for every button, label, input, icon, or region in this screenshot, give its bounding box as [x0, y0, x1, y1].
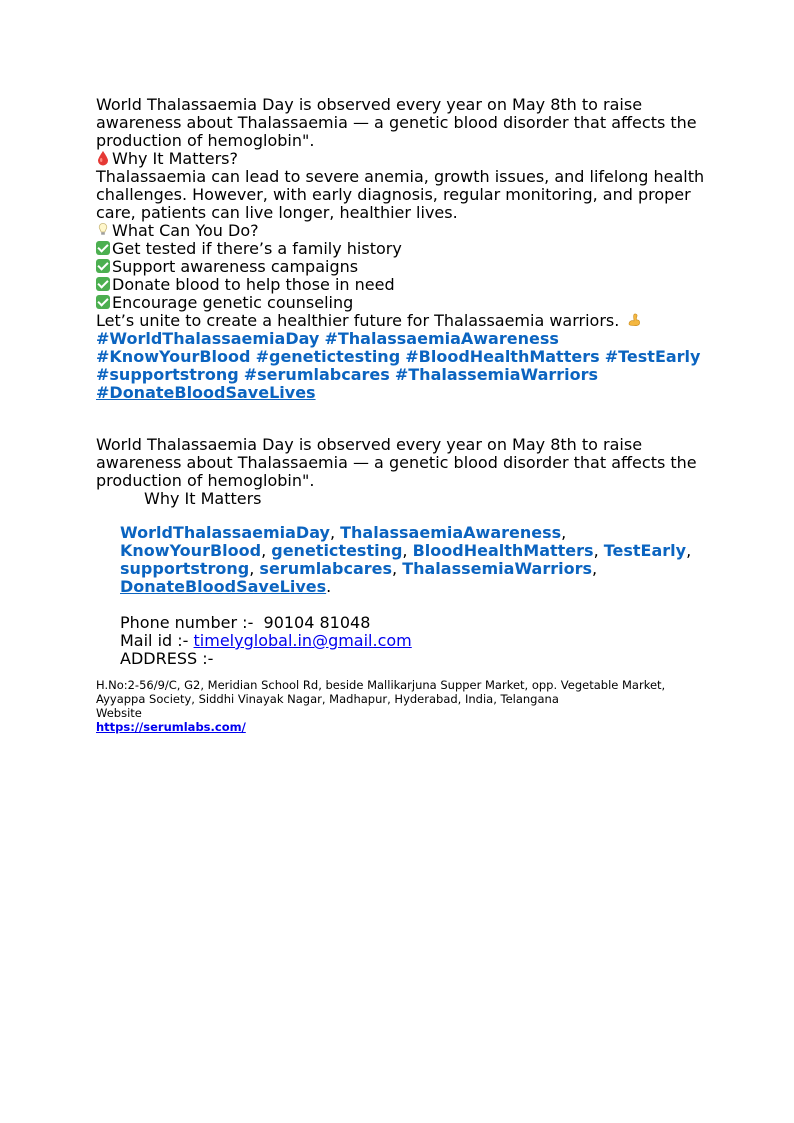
post2-intro: World Thalassaemia Day is observed every year on May 8th to raise awareness about Thalassaemia — a genetic blood disorder that affects the production of hemoglobin". — [96, 435, 697, 490]
flexed-biceps-icon — [626, 312, 642, 328]
hashtag-link[interactable]: #BloodHealthMatters — [405, 347, 600, 366]
website-label: Website — [96, 706, 142, 720]
spacer — [96, 668, 706, 678]
light-bulb-icon — [96, 222, 110, 238]
post2-why-heading: Why It Matters — [144, 489, 262, 508]
post1-closing-line — [96, 312, 706, 330]
spacer — [96, 508, 706, 524]
spacer — [96, 402, 706, 436]
tag-link[interactable]: genetictesting — [271, 541, 403, 560]
website-link[interactable]: https://serumlabs.com/ — [96, 720, 246, 734]
hashtag-link[interactable]: #ThalassemiaWarriors — [394, 365, 599, 384]
check-mark-icon — [96, 259, 110, 273]
action-item-text: Support awareness campaigns — [112, 257, 359, 276]
hashtag-link[interactable]: #ThalassaemiaAwareness — [324, 329, 559, 348]
tag-link[interactable]: BloodHealthMatters — [412, 541, 594, 560]
post1-what-heading-line — [96, 222, 706, 240]
tag-link[interactable]: serumlabcares — [259, 559, 393, 578]
website-line — [96, 720, 706, 734]
mail-line — [96, 632, 706, 650]
post1-closing: Let’s unite to create a healthier future for Thalassaemia warriors. — [96, 311, 620, 330]
action-item — [96, 294, 706, 312]
tag-link[interactable]: ThalassaemiaAwareness — [340, 523, 562, 542]
tag-link[interactable]: supportstrong — [120, 559, 250, 578]
phone-line — [96, 614, 706, 632]
action-item — [96, 276, 706, 294]
tag-link[interactable]: ThalassemiaWarriors — [402, 559, 592, 578]
action-item — [96, 240, 706, 258]
tag-link[interactable]: WorldThalassaemiaDay — [120, 523, 330, 542]
post1-why-heading: Why It Matters? — [112, 149, 238, 168]
document-page — [96, 96, 706, 734]
hashtag-link[interactable]: #supportstrong — [96, 365, 239, 384]
action-item-text: Donate blood to help those in need — [112, 275, 395, 294]
hashtag-link[interactable]: #genetictesting — [255, 347, 401, 366]
check-mark-icon — [96, 241, 110, 255]
hashtag-link[interactable]: #DonateBloodSaveLives — [96, 383, 316, 402]
check-mark-icon — [96, 277, 110, 291]
post2-tags: WorldThalassaemiaDay, ThalassaemiaAwareness, KnowYourBlood, genetictesting, BloodHealthMatters, TestEarly, supportstrong, serumlabcares, ThalassemiaWarriors, DonateBloodSaveLives. — [120, 523, 692, 596]
post1-why-heading-line — [96, 150, 706, 168]
drop-of-blood-icon — [96, 150, 110, 166]
phone-value: 90104 81048 — [263, 613, 371, 632]
tag-link[interactable]: DonateBloodSaveLives — [120, 577, 327, 596]
email-link[interactable]: timelyglobal.in@gmail.com — [193, 631, 412, 650]
hashtag-link[interactable]: #serumlabcares — [243, 365, 390, 384]
mail-label: Mail id :- — [120, 631, 189, 650]
address-text: H.No:2-56/9/C, G2, Meridian School Rd, beside Mallikarjuna Supper Market, opp. Vegetable Market, Ayyappa Society, Siddhi Vinayak Nagar, Madhapur, Hyderabad, India, Telangana — [96, 678, 666, 706]
phone-label: Phone number :- — [120, 613, 254, 632]
hashtag-link[interactable]: #TestEarly — [604, 347, 701, 366]
hashtag-link[interactable]: #KnowYourBlood — [96, 347, 251, 366]
spacer — [96, 596, 706, 614]
post1-intro: World Thalassaemia Day is observed every year on May 8th to raise awareness about Thalassaemia — a genetic blood disorder that affects the production of hemoglobin". — [96, 95, 697, 150]
post1-hashtags — [96, 330, 706, 402]
tag-link[interactable]: KnowYourBlood — [120, 541, 262, 560]
hashtag-link[interactable]: #WorldThalassaemiaDay — [96, 329, 320, 348]
post1-what-heading: What Can You Do? — [112, 221, 259, 240]
action-item — [96, 258, 706, 276]
address-label: ADDRESS :- — [120, 649, 214, 668]
check-mark-icon — [96, 295, 110, 309]
post1-why-body: Thalassaemia can lead to severe anemia, growth issues, and lifelong health challenges. However, with early diagnosis, regular monitoring, and proper care, patients can live longer, healthier lives. — [96, 167, 705, 222]
tag-link[interactable]: TestEarly — [603, 541, 687, 560]
action-item-text: Encourage genetic counseling — [112, 293, 354, 312]
action-item-text: Get tested if there’s a family history — [112, 239, 402, 258]
